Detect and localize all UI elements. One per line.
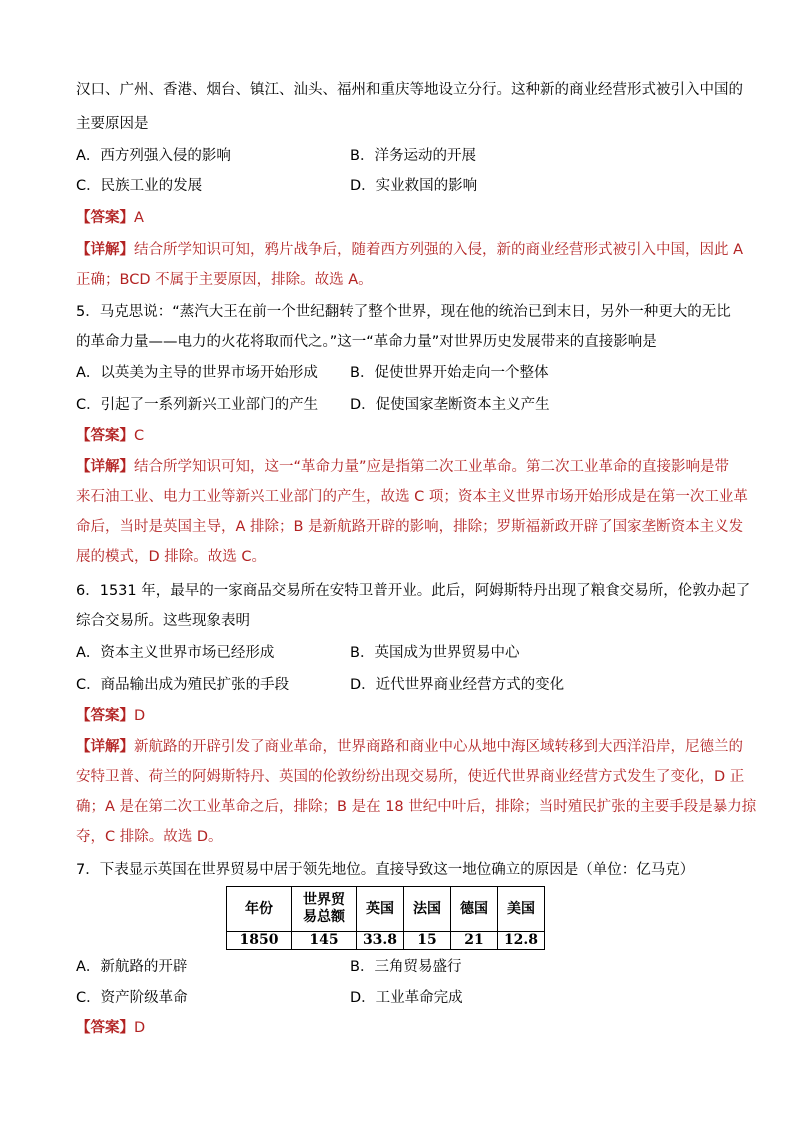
table-cell: 145 <box>292 932 357 950</box>
table-header-cell: 年份 <box>227 887 292 932</box>
q4-option-d: D．实业救国的影响 <box>350 178 478 194</box>
detail-tag: 【详解】 <box>76 459 134 475</box>
q4-option-c: C．民族工业的发展 <box>76 178 203 194</box>
q5-detail-line-1 <box>76 457 729 477</box>
detail-tag: 【详解】 <box>76 242 134 258</box>
q6-option-a: A．资本主义世界市场已经形成 <box>76 645 275 661</box>
q4-answer <box>76 208 144 228</box>
q5-option-d: D．促使国家垄断资本主义产生 <box>350 397 550 413</box>
q5-detail-line-3: 命后，当时是英国主导，A 排除；B 是新航路开辟的影响，排除；罗斯福新政开辟了国家垄断资本主义发 <box>76 519 744 535</box>
q6-detail-line-1 <box>76 737 743 757</box>
q5-option-c: C．引起了一系列新兴工业部门的产生 <box>76 397 319 413</box>
table-cell: 12.8 <box>498 932 545 950</box>
answer-value: D <box>134 1020 146 1036</box>
q6-option-b: B．英国成为世界贸易中心 <box>350 645 520 661</box>
table-header-cell: 美国 <box>498 887 545 932</box>
detail-text: 结合所学知识可知，鸦片战争后，随着西方列强的入侵，新的商业经营形式被引入中国，因此 A <box>134 242 744 258</box>
q7-option-b: B．三角贸易盛行 <box>350 959 462 975</box>
q6-detail-line-3: 确；A 是在第二次工业革命之后，排除；B 是在 18 世纪中叶后，排除；当时殖民扩张的主要手段是暴力掠 <box>76 799 757 815</box>
q6-answer <box>76 706 145 726</box>
table-header-cell: 德国 <box>451 887 498 932</box>
header-line: 世界贸 <box>303 892 345 908</box>
detail-text: 新航路的开辟引发了商业革命，世界商路和商业中心从地中海区域转移到大西洋沿岸，尼德兰的 <box>134 739 743 755</box>
q5-stem-line-2: 的革命力量——电力的火花将取而代之。”这一“革命力量”对世界历史发展带来的直接影响是 <box>76 334 657 350</box>
table-header-cell: 法国 <box>404 887 451 932</box>
q5-detail-line-4: 展的模式，D 排除。故选 C。 <box>76 549 267 565</box>
q7-stem: 7．下表显示英国在世界贸易中居于领先地位。直接导致这一地位确立的原因是（单位：亿马克） <box>76 862 695 878</box>
q5-option-b: B．促使世界开始走向一个整体 <box>350 365 549 381</box>
q7-option-a: A．新航路的开辟 <box>76 959 188 975</box>
table-cell: 21 <box>451 932 498 950</box>
table-header-cell: 英国 <box>357 887 404 932</box>
q6-stem-line-2: 综合交易所。这些现象表明 <box>76 613 250 629</box>
q7-answer <box>76 1018 145 1038</box>
q5-detail-line-2: 来石油工业、电力工业等新兴工业部门的产生，故选 C 项；资本主义世界市场开始形成是在第一次工业革 <box>76 489 748 505</box>
q7-option-c: C．资产阶级革命 <box>76 990 188 1006</box>
q6-option-c: C．商品输出成为殖民扩张的手段 <box>76 677 290 693</box>
answer-tag: 【答案】 <box>76 1020 134 1036</box>
table-row <box>227 932 545 950</box>
answer-tag: 【答案】 <box>76 708 134 724</box>
answer-value: D <box>134 708 146 724</box>
detail-text: 结合所学知识可知，这一“革命力量”应是指第二次工业革命。第二次工业革命的直接影响是带 <box>134 459 730 475</box>
answer-value: A <box>134 210 144 226</box>
trade-table <box>226 886 545 950</box>
table-header-cell <box>292 887 357 932</box>
table-header-row <box>227 887 545 932</box>
answer-tag: 【答案】 <box>76 428 134 444</box>
detail-tag: 【详解】 <box>76 739 134 755</box>
header-line: 易总额 <box>303 909 345 925</box>
q4-option-a: A．西方列强入侵的影响 <box>76 148 231 164</box>
q4-detail-line-2: 正确；BCD 不属于主要原因，排除。故选 A。 <box>76 272 373 288</box>
q5-option-a: A．以英美为主导的世界市场开始形成 <box>76 365 318 381</box>
table-cell: 15 <box>404 932 451 950</box>
q7-option-d: D．工业革命完成 <box>350 990 463 1006</box>
table-cell: 33.8 <box>357 932 404 950</box>
q4-stem-line-1: 汉口、广州、香港、烟台、镇江、汕头、福州和重庆等地设立分行。这种新的商业经营形式被引入中国的 <box>76 82 743 98</box>
q4-option-b: B．洋务运动的开展 <box>350 148 476 164</box>
answer-tag: 【答案】 <box>76 210 134 226</box>
q6-stem-line-1: 6．1531 年，最早的一家商品交易所在安特卫普开业。此后，阿姆斯特丹出现了粮食交易所，伦敦办起了 <box>76 583 751 599</box>
q4-detail-line-1 <box>76 240 743 260</box>
q4-stem-line-2: 主要原因是 <box>76 116 149 132</box>
q5-stem-line-1: 5．马克思说：“蒸汽大王在前一个世纪翻转了整个世界，现在他的统治已到末日，另外一种更大的无比 <box>76 304 731 320</box>
q6-option-d: D．近代世界商业经营方式的变化 <box>350 677 565 693</box>
q5-answer <box>76 426 144 446</box>
answer-value: C <box>134 428 145 444</box>
q6-detail-line-2: 安特卫普、荷兰的阿姆斯特丹、英国的伦敦纷纷出现交易所，使近代世界商业经营方式发生了变化，D 正 <box>76 769 745 785</box>
table-cell: 1850 <box>227 932 292 950</box>
q6-detail-line-4: 夺，C 排除。故选 D。 <box>76 829 223 845</box>
